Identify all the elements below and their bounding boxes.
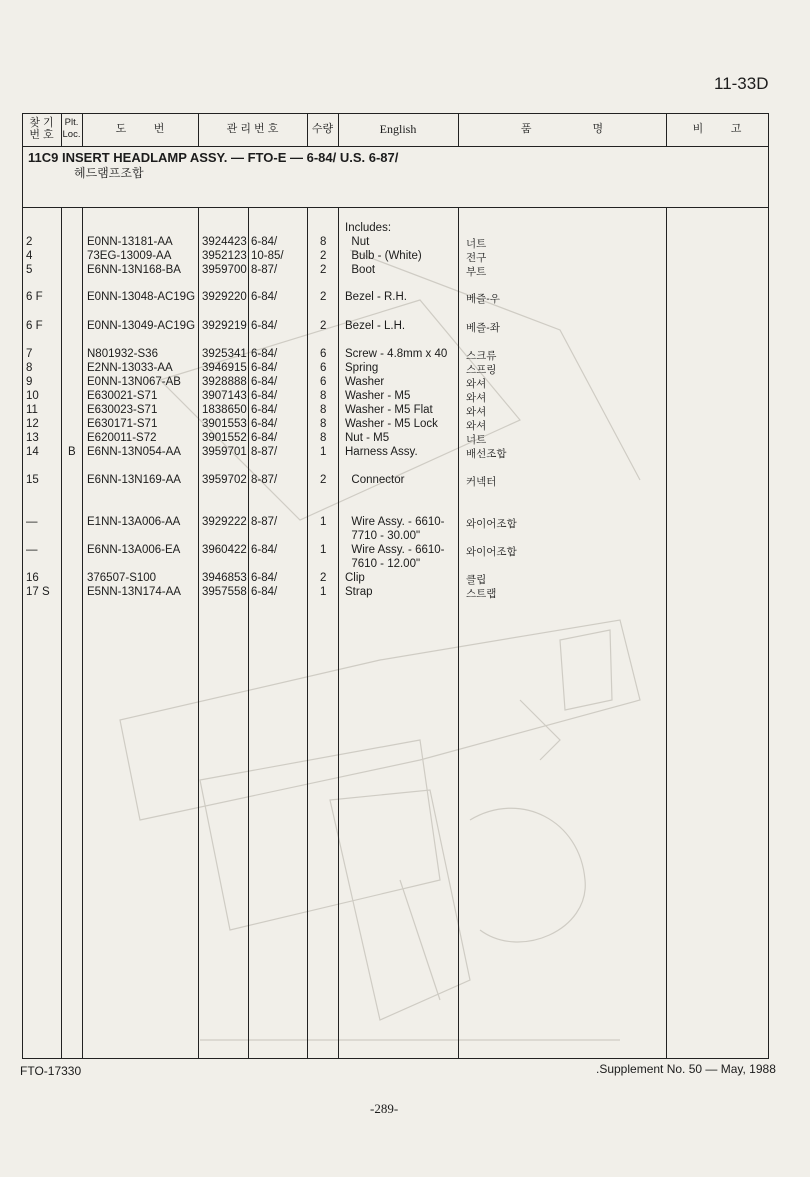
row-qty: 2 [320, 320, 327, 332]
row-no: 14 [26, 446, 39, 458]
row-part: E630021-S71 [87, 390, 158, 402]
row-date: 6-84/ [251, 348, 278, 360]
row-eng: Washer [345, 376, 385, 388]
col-border [338, 207, 339, 1058]
row-mgmt: 3901552 [202, 432, 247, 444]
row-eng: Clip [345, 572, 365, 584]
row-part: E6NN-13N054-AA [87, 446, 181, 458]
row-eng: Bezel - L.H. [345, 320, 406, 332]
row-no: 4 [26, 250, 33, 262]
section-subtitle: 헤드램프조합 [74, 166, 144, 180]
col-border [307, 207, 308, 1058]
row-part: E0NN-13048-AC19G [87, 291, 196, 303]
col-border [248, 207, 249, 1058]
row-no: 8 [26, 362, 33, 374]
row-part: E630171-S71 [87, 418, 158, 430]
page-number: 11-33D [714, 74, 769, 93]
row-no: 9 [26, 376, 33, 388]
table-bottom-border [22, 1058, 769, 1059]
row-no: 10 [26, 390, 39, 402]
row-mgmt: 3929219 [202, 320, 247, 332]
row-qty: 2 [320, 250, 327, 262]
row-eng: Includes: [345, 222, 392, 234]
row-qty: 8 [320, 236, 327, 248]
row-date: 6-84/ [251, 572, 278, 584]
footer-code: FTO-17330 [20, 1064, 82, 1078]
row-no: 13 [26, 432, 39, 444]
header-english: English [379, 122, 417, 136]
row-qty: 6 [320, 348, 327, 360]
row-eng: 7610 - 12.00" [345, 558, 421, 570]
row-part: E1NN-13A006-AA [87, 516, 181, 528]
section-bottom-border [22, 207, 769, 208]
row-eng: Nut - M5 [345, 432, 390, 444]
row-no: — [26, 516, 38, 528]
row-eng: Washer - M5 [345, 390, 411, 402]
header-bottom-border [22, 146, 769, 147]
row-ko: 와셔 [466, 420, 487, 432]
footer-page-number: -289- [370, 1101, 399, 1116]
header-loc-no: 찾 기 번 호 [29, 117, 54, 141]
row-date: 6-84/ [251, 362, 278, 374]
row-qty: 1 [320, 544, 327, 556]
row-qty: 8 [320, 418, 327, 430]
row-ko: 와셔 [466, 406, 487, 418]
row-qty: 2 [320, 474, 327, 486]
col-border [22, 113, 23, 1058]
row-part: E0NN-13049-AC19G [87, 320, 196, 332]
row-no: 17 S [26, 586, 50, 598]
row-ko: 부트 [466, 266, 487, 278]
row-date: 6-84/ [251, 320, 278, 332]
row-mgmt: 3952123 [202, 250, 247, 262]
row-date: 6-84/ [251, 404, 278, 416]
row-mgmt: 3957558 [202, 586, 247, 598]
row-part: E6NN-13N169-AA [87, 474, 181, 486]
row-qty: 6 [320, 362, 327, 374]
row-ko: 와이어조합 [466, 546, 517, 558]
footer-supplement: .Supplement No. 50 — May, 1988 [596, 1062, 776, 1076]
row-eng: Strap [345, 586, 373, 598]
row-ko: 클립 [466, 574, 487, 586]
row-date: 6-84/ [251, 236, 278, 248]
row-mgmt: 3960422 [202, 544, 247, 556]
row-ko: 스트랩 [466, 588, 497, 600]
row-mgmt: 3925341 [202, 348, 247, 360]
row-ko: 베즐-좌 [466, 322, 500, 334]
row-eng: Boot [345, 264, 376, 276]
row-part: E0NN-13181-AA [87, 236, 173, 248]
row-no: 15 [26, 474, 39, 486]
row-date: 8-87/ [251, 474, 278, 486]
row-no: 7 [26, 348, 33, 360]
row-date: 10-85/ [251, 250, 284, 262]
row-eng: Bulb - (White) [345, 250, 422, 262]
row-plt: B [68, 446, 76, 458]
row-ko: 와셔 [466, 378, 487, 390]
row-ko: 커넥터 [466, 476, 497, 488]
row-date: 6-84/ [251, 544, 278, 556]
row-no: 12 [26, 418, 39, 430]
header-qty: 수량 [311, 123, 334, 135]
col-border [198, 207, 199, 1058]
row-part: E2NN-13033-AA [87, 362, 173, 374]
row-date: 8-87/ [251, 446, 278, 458]
row-qty: 8 [320, 404, 327, 416]
row-mgmt: 3928888 [202, 376, 247, 388]
header-plt-loc: Plt. Loc. [62, 117, 81, 140]
row-no: 6 F [26, 291, 43, 303]
row-part: E5NN-13N174-AA [87, 586, 181, 598]
row-part: 73EG-13009-AA [87, 250, 172, 262]
row-part: N801932-S36 [87, 348, 158, 360]
section-title: 11C9 INSERT HEADLAMP ASSY. — FTO-E — 6-84/ U.S. 6-87/ [28, 150, 399, 165]
row-no: — [26, 544, 38, 556]
row-mgmt: 3929220 [202, 291, 247, 303]
col-border [666, 207, 667, 1058]
row-ko: 와이어조합 [466, 518, 517, 530]
col-border [82, 207, 83, 1058]
row-ko: 와셔 [466, 392, 487, 404]
row-qty: 2 [320, 572, 327, 584]
row-eng: Harness Assy. [345, 446, 418, 458]
row-mgmt: 3959701 [202, 446, 247, 458]
row-date: 6-84/ [251, 376, 278, 388]
header-mgmt-no: 관 리 번 호 [226, 123, 279, 135]
row-date: 6-84/ [251, 418, 278, 430]
row-eng: Wire Assy. - 6610- [345, 544, 445, 556]
row-ko: 너트 [466, 238, 487, 250]
row-date: 6-84/ [251, 291, 278, 303]
row-qty: 8 [320, 432, 327, 444]
row-part: E6NN-13N168-BA [87, 264, 181, 276]
row-mgmt: 3946915 [202, 362, 247, 374]
row-qty: 1 [320, 586, 327, 598]
row-no: 11 [26, 404, 38, 416]
col-border [61, 207, 62, 1058]
row-date: 6-84/ [251, 432, 278, 444]
row-qty: 6 [320, 376, 327, 388]
col-border [458, 207, 459, 1058]
row-mgmt: 3901553 [202, 418, 247, 430]
row-no: 2 [26, 236, 33, 248]
header-drawing-no: 도 번 [115, 123, 165, 135]
row-eng: Nut [345, 236, 370, 248]
row-qty: 1 [320, 516, 327, 528]
row-part: 376507-S100 [87, 572, 157, 584]
row-eng: Wire Assy. - 6610- [345, 516, 445, 528]
header-remark: 비 고 [692, 123, 742, 135]
row-date: 8-87/ [251, 516, 278, 528]
row-date: 8-87/ [251, 264, 278, 276]
row-date: 6-84/ [251, 586, 278, 598]
row-qty: 2 [320, 291, 327, 303]
col-border [768, 113, 769, 1058]
row-date: 6-84/ [251, 390, 278, 402]
row-eng: Spring [345, 362, 379, 374]
row-eng: Washer - M5 Flat [345, 404, 433, 416]
row-mgmt: 3959700 [202, 264, 247, 276]
row-eng: 7710 - 30.00" [345, 530, 421, 542]
row-mgmt: 3924423 [202, 236, 247, 248]
row-no: 16 [26, 572, 39, 584]
row-mgmt: 3929222 [202, 516, 247, 528]
row-part: E620011-S72 [87, 432, 157, 444]
row-ko: 전구 [466, 252, 487, 264]
header-name: 품 명 [520, 123, 604, 135]
row-ko: 너트 [466, 434, 487, 446]
row-mgmt: 1838650 [202, 404, 247, 416]
row-ko: 스크류 [466, 350, 497, 362]
row-part: E0NN-13N067-AB [87, 376, 181, 388]
row-qty: 1 [320, 446, 327, 458]
row-part: E630023-S71 [87, 404, 158, 416]
row-mgmt: 3946853 [202, 572, 247, 584]
row-part: E6NN-13A006-EA [87, 544, 181, 556]
row-no: 5 [26, 264, 33, 276]
row-mgmt: 3959702 [202, 474, 247, 486]
row-eng: Screw - 4.8mm x 40 [345, 348, 448, 360]
row-ko: 스프링 [466, 364, 497, 376]
row-eng: Connector [345, 474, 405, 486]
row-mgmt: 3907143 [202, 390, 247, 402]
table-top-border [22, 113, 769, 114]
row-eng: Washer - M5 Lock [345, 418, 438, 430]
row-no: 6 F [26, 320, 43, 332]
row-ko: 베즐-우 [466, 293, 500, 305]
row-eng: Bezel - R.H. [345, 291, 407, 303]
row-qty: 8 [320, 390, 327, 402]
row-ko: 배선조합 [466, 448, 507, 460]
row-qty: 2 [320, 264, 327, 276]
